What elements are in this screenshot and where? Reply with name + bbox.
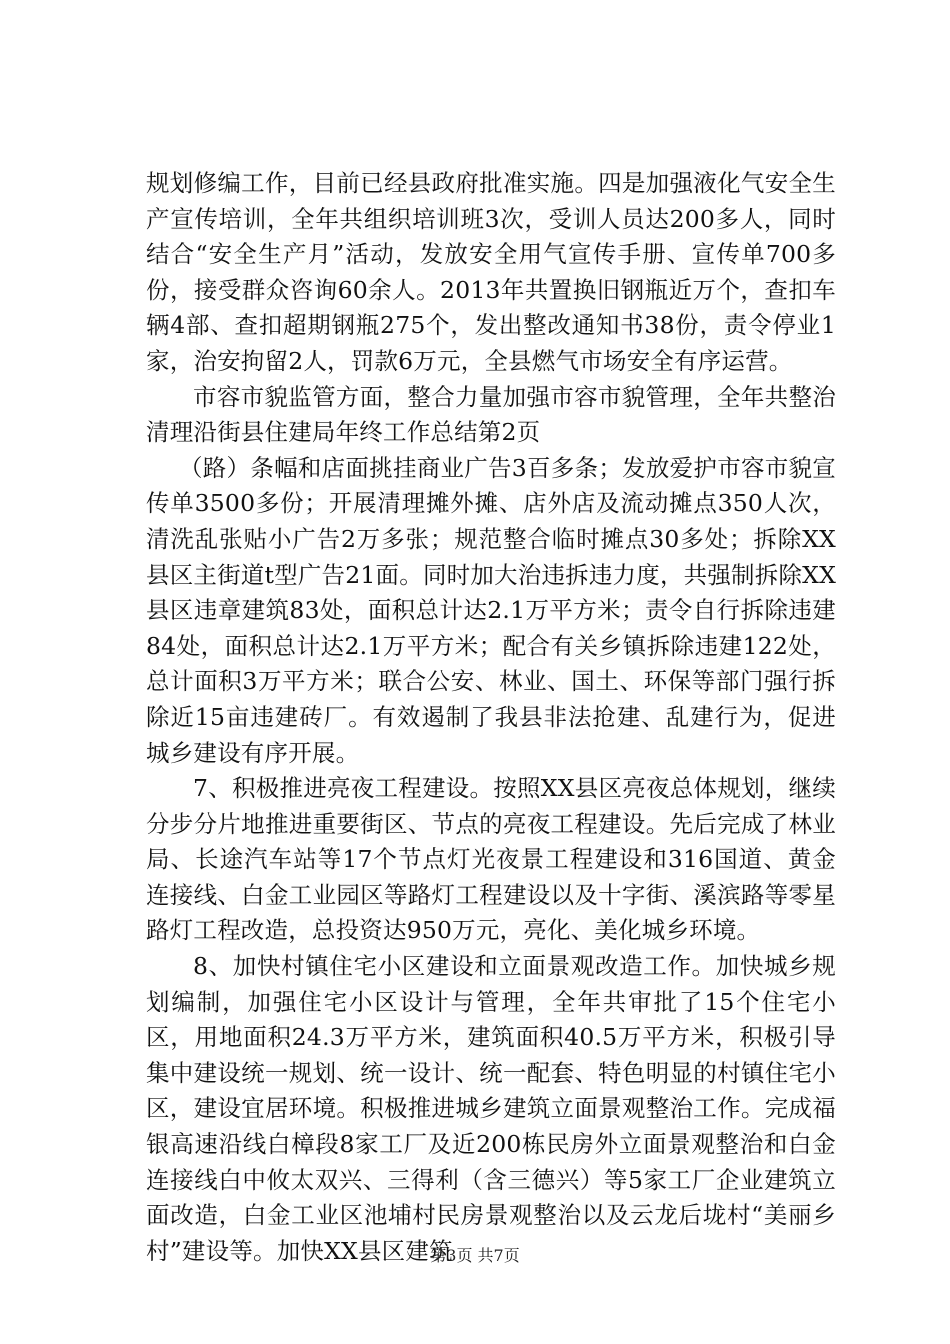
paragraph-gas-safety: 规划修编工作，目前已经县政府批准实施。四是加强液化气安全生产宣传培训，全年共组织培训班3次，受训人员达200多人，同时结合“安全生产月”活动，发放安全用气宣传手册、宣传单700多份，接受群众咨询60余人。2013年共置换旧钢瓶近万个，查扣车辆4部、查扣超期钢瓶275个，发出整改通知书38份，责令停业1家，治安拘留2人，罚款6万元，全县燃气市场安全有序运营。: [146, 169, 836, 375]
paragraph-city-appearance: 市容市貌监管方面，整合力量加强市容市貌管理，全年共整治清理沿街县住建局年终工作总结第2页: [146, 382, 836, 447]
page-footer: 第3页 共7页: [430, 1246, 520, 1265]
paragraph-residential-facade: 8、加快村镇住宅小区建设和立面景观改造工作。加快城乡规划编制，加强住宅小区设计与管理，全年共审批了15个住宅小区，用地面积24.3万平方米，建筑面积40.5万平方米，积极引导集中建设统一规划、统一设计、统一配套、特色明显的村镇住宅小区，建设宜居环境。积极推进城乡建筑立面景观整治工作。完成福银高速沿线白樟段8家工厂及近200栋民房外立面景观整治和白金连接线白中攸太双兴、三得利（含三德兴）等5家工厂企业建筑立面改造，白金工业区池埔村民房景观整治以及云龙后垅村“美丽乡村”建设等。加快XX县区建筑: [146, 952, 836, 1265]
paragraph-lighting-project: 7、积极推进亮夜工程建设。按照XX县区亮夜总体规划，继续分步分片地推进重要街区、节点的亮夜工程建设。先后完成了林业局、长途汽车站等17个节点灯光夜景工程建设和316国道、黄金连接线、白金工业园区等路灯工程建设以及十字街、溪滨路等零星路灯工程改造，总投资达950万元，亮化、美化城乡环境。: [146, 774, 836, 945]
document-body: [146, 166, 836, 1269]
paragraph-demolition: （路）条幅和店面挑挂商业广告3百多条；发放爱护市容市貌宣传单3500多份；开展清理摊外摊、店外店及流动摊点350人次，清洗乱张贴小广告2万多张；规范整合临时摊点30多处；拆除XX县区主街道t型广告21面。同时加大治违拆违力度，共强制拆除XX县区违章建筑83处，面积总计达2.1万平方米；责令自行拆除违建84处，面积总计达2.1万平方米；配合有关乡镇拆除违建122处，总计面积3万平方米；联合公安、林业、国土、环保等部门强行拆除近15亩违建砖厂。有效遏制了我县非法抢建、乱建行为，促进城乡建设有序开展。: [146, 453, 837, 767]
